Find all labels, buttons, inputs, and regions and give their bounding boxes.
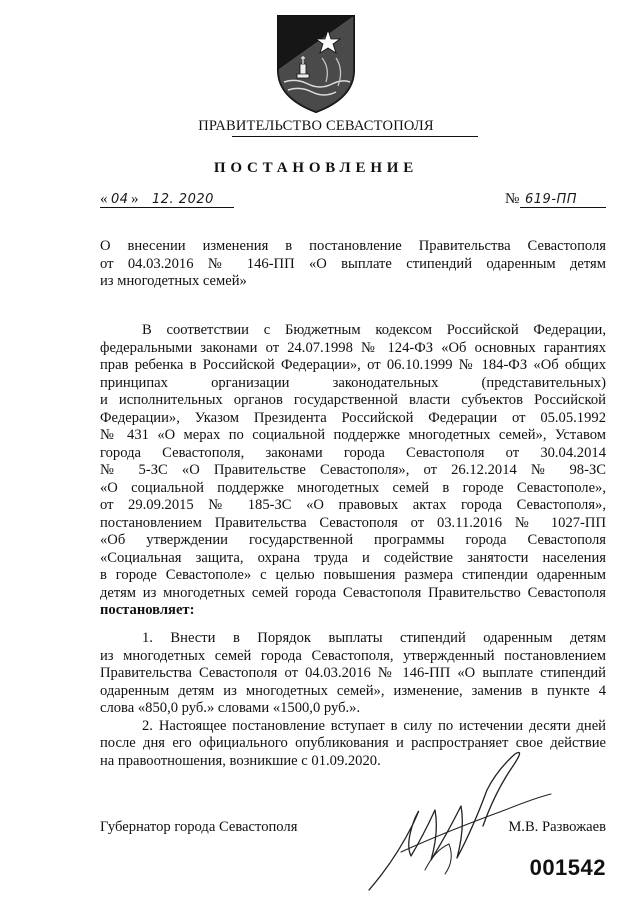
item-1-line: Правительства Севастополя от 04.03.2016 № 146-ПП «О выплате стипендий [100, 665, 606, 681]
preamble-paragraph [100, 322, 606, 620]
number-value: 619-ПП [525, 192, 578, 207]
item-2-line: после дня его официального опубликования и распространяет свое действие [100, 735, 606, 751]
signer-title: Губернатор города Севастополя [100, 819, 298, 835]
handwritten-signature [365, 740, 555, 900]
preamble-line: от 29.09.2015 № 185-ЗС «О правовых актах города Севастополя», [100, 497, 606, 513]
coat-of-arms-icon [270, 12, 362, 116]
subject-line: от 04.03.2016 № 146-ПП «О выплате стипендий одаренным детям [100, 255, 606, 272]
preamble-line: в городе Севастополе» с целью повышения размера стипендии одаренным [100, 567, 606, 583]
decree-word [100, 602, 606, 620]
preamble-line: № 5-ЗС «О Правительстве Севастополя», от 26.12.2014 № 98-ЗС [100, 462, 606, 478]
preamble-line: «О социальной поддержке многодетных семей в городе Севастополе», [100, 479, 606, 496]
preamble-line: детям из многодетных семей города Севастополя Правительство Севастополя [100, 584, 606, 601]
date-underline [100, 207, 234, 208]
item-1-line: слова «850,0 руб.» словами «1500,0 руб.». [100, 700, 361, 716]
item-2-line: 2. Настоящее постановление вступает в силу по истечении десяти дней [142, 717, 606, 734]
serial-number: 001542 [529, 855, 606, 880]
preamble-line: «Об утверждении государственной программы города Севастополя [100, 532, 606, 548]
preamble-line: и исполнительных органов государственной власти субъектов Российской [100, 392, 606, 408]
decree-word-text: постановляет: [100, 602, 195, 618]
item-1-line: одаренным детям из многодетных семей», изменение, заменив в пункте 4 [100, 682, 606, 699]
signer-name: М.В. Развожаев [508, 819, 606, 835]
date-month-year: 12. 2020 [152, 192, 214, 207]
preamble-line: федеральными законами от 24.07.1998 № 124-ФЗ «Об основных гарантиях [100, 339, 606, 356]
preamble-line: № 431 «О мерах по социальной поддержке многодетных семей», Уставом [100, 427, 606, 443]
date-day: 04 [111, 192, 129, 207]
number-sign: № [505, 191, 520, 207]
number-underline [520, 207, 606, 208]
subject-line: из многодетных семей» [100, 273, 247, 289]
document-type: ПОСТАНОВЛЕНИЕ [213, 160, 419, 176]
decree-subject [100, 238, 606, 291]
item-2-line: на правоотношения, возникшие с 01.09.2020. [100, 752, 381, 769]
item-1-line: из многодетных семей города Севастополя, утвержденный постановлением [100, 647, 606, 664]
date-open-quote: « [100, 191, 108, 207]
preamble-line: прав ребенка в Российской Федерации», от 06.10.1999 № 184-ФЗ «Об общих [100, 357, 606, 373]
preamble-line: Федерации», Указом Президента Российской Федерации от 05.05.1992 [100, 409, 606, 426]
item-1-line: 1. Внести в Порядок выплаты стипендий одаренным детям [142, 630, 606, 646]
preamble-line: «Социальная защита, охрана труда и содействие занятости населения [100, 549, 606, 566]
preamble-line: города Севастополя, законами города Севастополя от 30.04.2014 [100, 444, 606, 461]
government-title: ПРАВИТЕЛЬСТВО СЕВАСТОПОЛЯ [198, 118, 434, 134]
preamble-line: В соответствии с Бюджетным кодексом Российской Федерации, [142, 322, 606, 338]
preamble-line: постановлением Правительства Севастополя от 03.11.2016 № 1027-ПП [100, 514, 606, 531]
date-close-quote: » [131, 191, 139, 207]
preamble-line: принципах организации законодательных (представительных) [100, 374, 606, 391]
title-underline [232, 136, 478, 137]
subject-line: О внесении изменения в постановление Правительства Севастополя [100, 238, 606, 254]
decree-date [100, 191, 232, 207]
decree-number [505, 191, 605, 207]
